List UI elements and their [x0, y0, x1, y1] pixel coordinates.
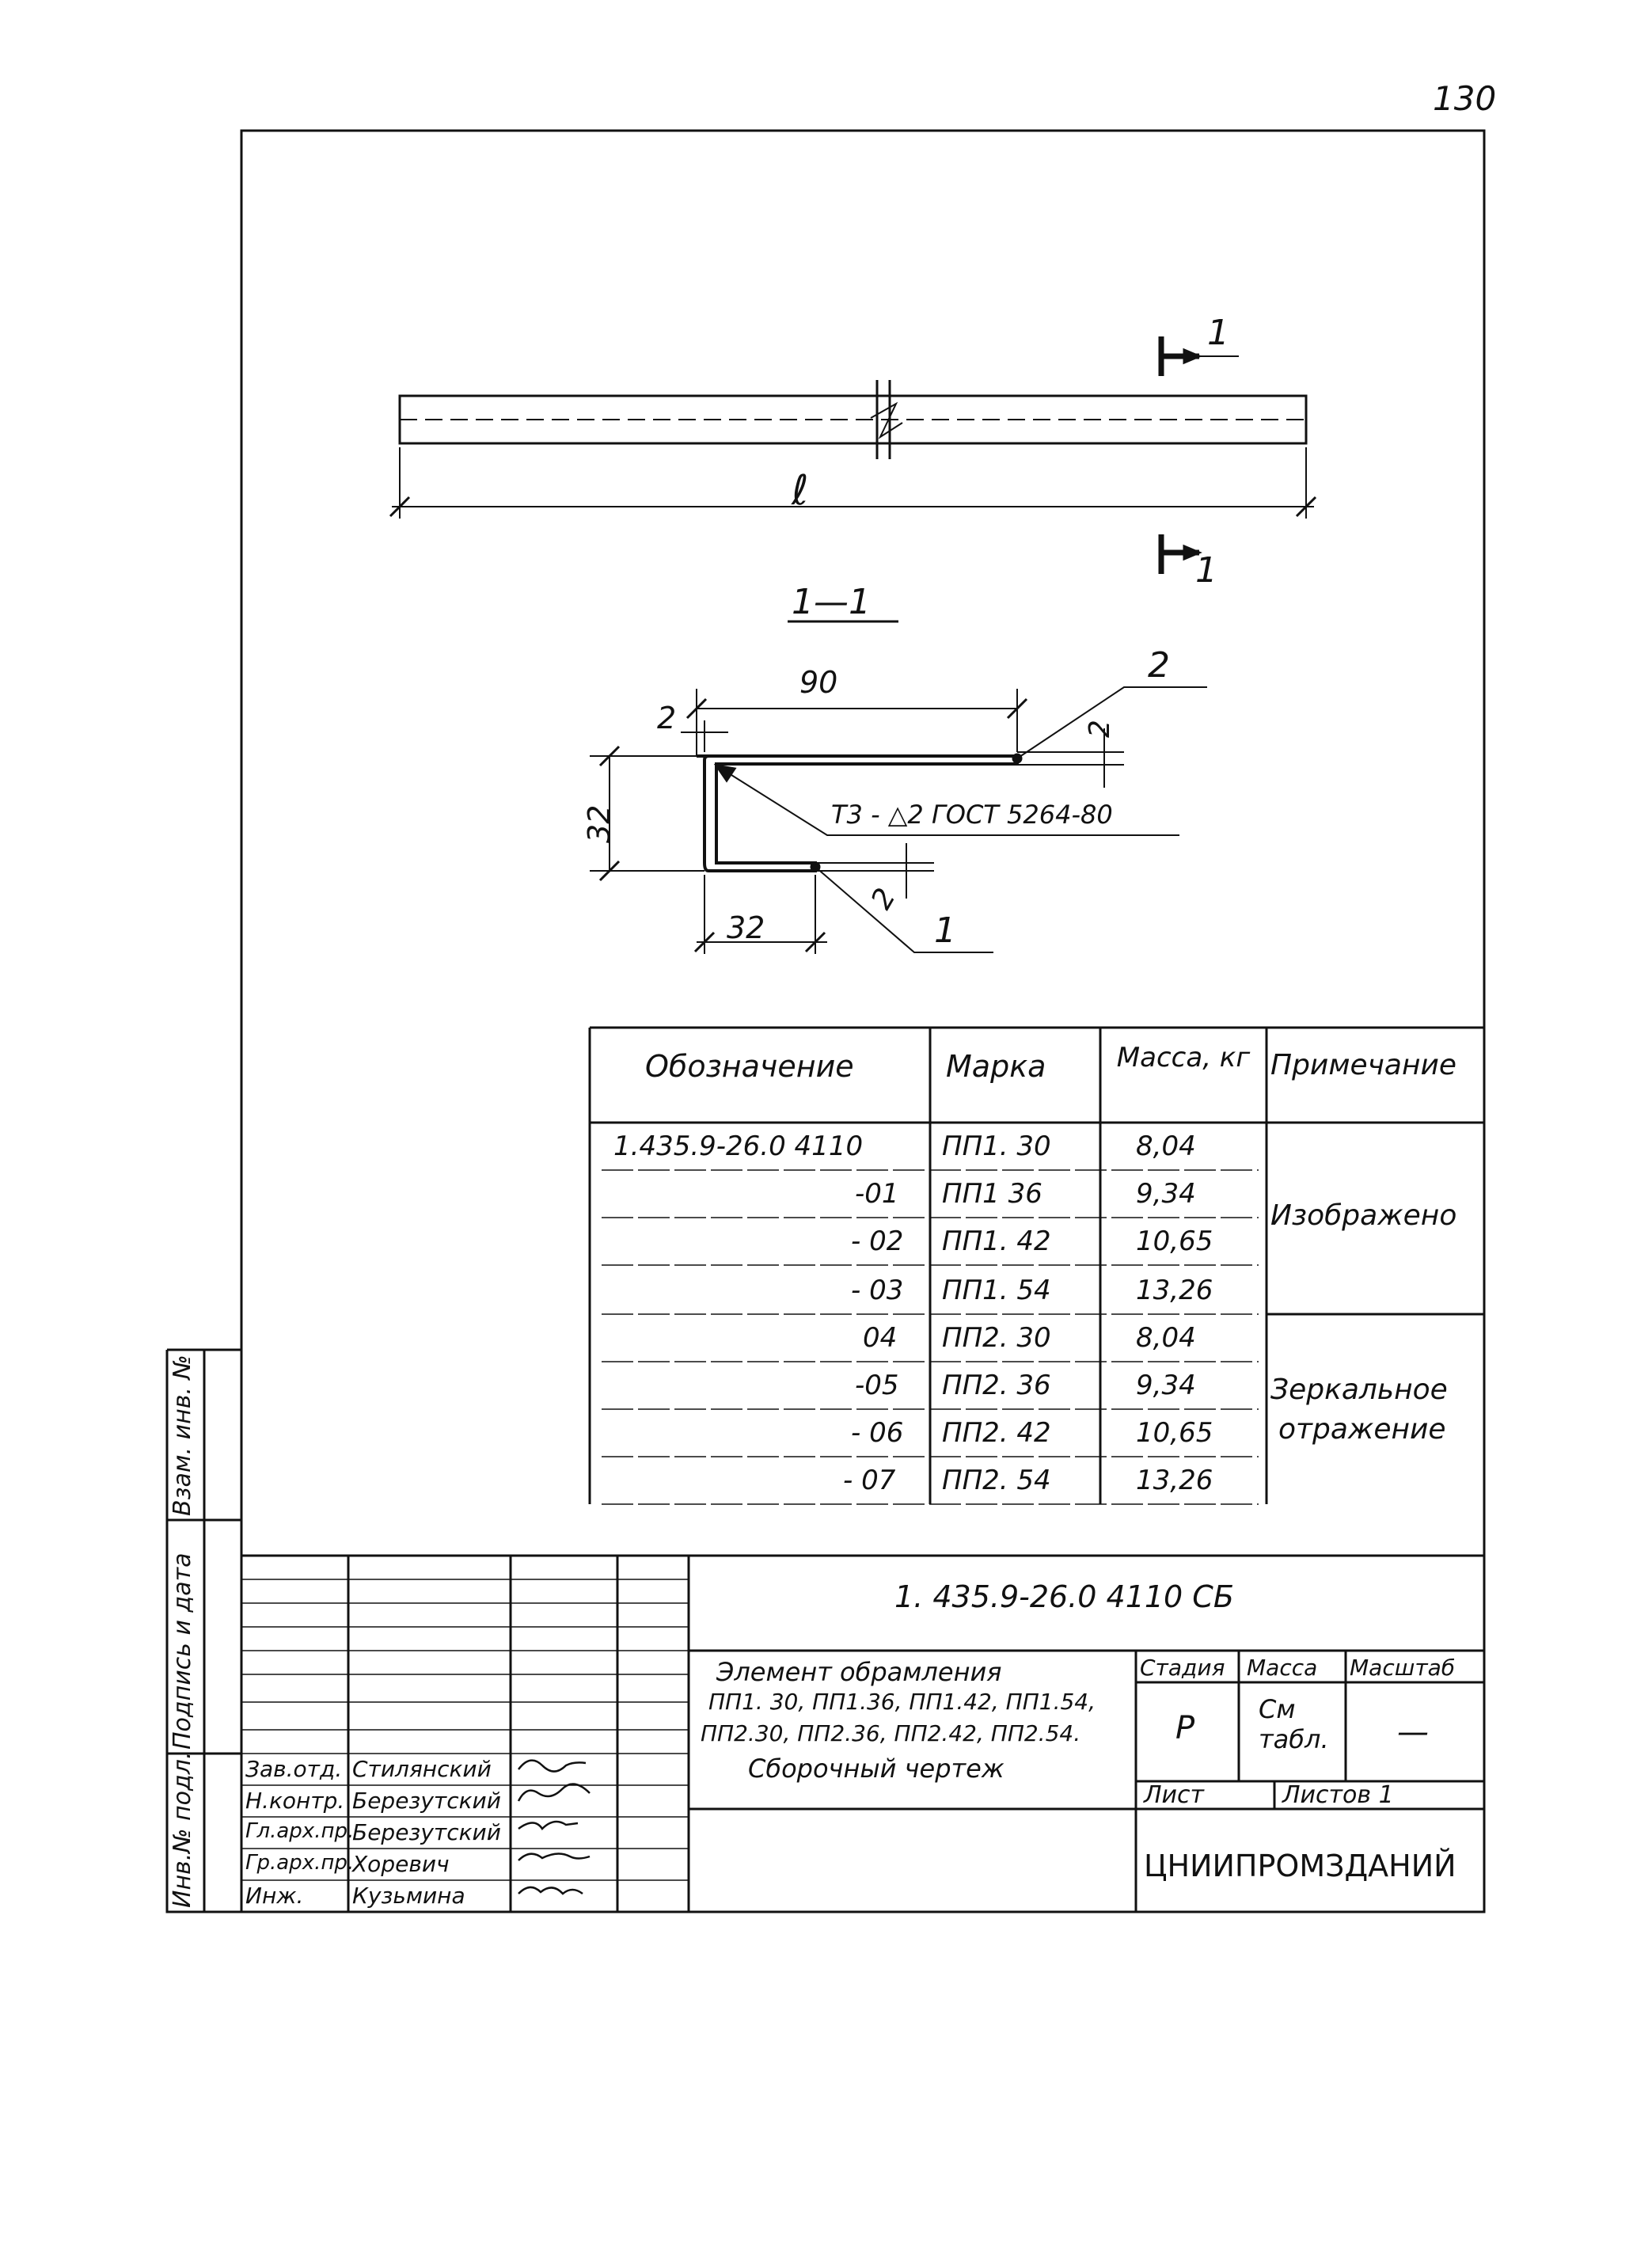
name-2: Березутский [352, 1788, 501, 1814]
row-designation: - 06 [851, 1417, 904, 1449]
mass-header: Масса [1247, 1655, 1318, 1681]
dim-height-32: 32 [582, 804, 617, 843]
dim-thickness-left: 2 [657, 701, 677, 735]
row-mark: ПП2. 42 [942, 1417, 1051, 1449]
col-header-mark: Марка [946, 1049, 1046, 1084]
col-header-note: Примечание [1270, 1049, 1457, 1081]
weld-note: Т3 - △2 ГОСТ 5264-80 [831, 800, 1113, 830]
scale-value: — [1397, 1714, 1429, 1750]
note-mirror-2: отражение [1278, 1413, 1446, 1446]
page-number: 130 [1433, 79, 1497, 118]
doc-name-line2: ПП1. 30, ПП1.36, ПП1.42, ПП1.54, [708, 1689, 1096, 1715]
row-mark: ПП2. 30 [942, 1322, 1051, 1354]
sheets-label: Листов 1 [1282, 1781, 1394, 1809]
side-stamp-sign-date: Подпись и дата [169, 1552, 196, 1750]
stage-value: Р [1175, 1710, 1195, 1746]
sheet-frame [241, 131, 1484, 1912]
section-title: 1—1 [792, 582, 871, 622]
length-label: ℓ [792, 467, 809, 515]
name-5: Кузьмина [352, 1883, 465, 1909]
section-mark-label-bottom: 1 [1195, 550, 1217, 591]
row-designation: - 02 [851, 1226, 904, 1257]
row-mass: 9,34 [1136, 1370, 1196, 1401]
row-mark: ПП2. 36 [942, 1370, 1051, 1401]
doc-code: 1. 435.9-26.0 4110 СБ [894, 1579, 1234, 1614]
row-designation: -01 [855, 1178, 899, 1210]
row-designation: -05 [855, 1370, 899, 1401]
role-5: Инж. [245, 1883, 304, 1909]
scale-header: Масштаб [1350, 1655, 1456, 1681]
side-stamp-replace-inv: Взам. инв. № [169, 1355, 196, 1516]
dim-thickness-right: 2 [1083, 720, 1116, 738]
dim-top-90: 90 [799, 665, 838, 700]
row-mass: 10,65 [1136, 1226, 1213, 1257]
role-4: Гр.арх.пр. [245, 1851, 355, 1875]
leader-label-1: 1 [934, 910, 956, 951]
side-stamp-inv-orig: Инв.№ подл. [169, 1751, 196, 1908]
row-mark: ПП2. 54 [942, 1465, 1051, 1496]
row-mass: 8,04 [1136, 1322, 1196, 1354]
row-mark: ПП1 36 [942, 1178, 1042, 1210]
name-1: Стилянский [352, 1756, 492, 1782]
sheet-label: Лист [1144, 1781, 1205, 1809]
role-3: Гл.арх.пр. [245, 1819, 355, 1843]
name-3: Березутский [352, 1819, 501, 1845]
role-1: Зав.отд. [245, 1756, 343, 1782]
col-header-designation: Обозначение [645, 1049, 854, 1084]
row-designation: - 07 [843, 1465, 896, 1496]
row-mark: ПП1. 54 [942, 1275, 1051, 1306]
section-mark-label-top: 1 [1207, 313, 1229, 353]
row-mass: 10,65 [1136, 1417, 1213, 1449]
row-mass: 9,34 [1136, 1178, 1196, 1210]
note-depicted: Изображено [1270, 1199, 1457, 1232]
row-mark: ПП1. 42 [942, 1226, 1051, 1257]
name-4: Хоревич [352, 1851, 450, 1877]
leader-label-2: 2 [1148, 645, 1170, 686]
stage-header: Стадия [1140, 1655, 1225, 1681]
doc-name-line1: Элемент обрамления [716, 1657, 1002, 1687]
note-mirror-1: Зеркальное [1270, 1374, 1448, 1406]
doc-name-line4: Сборочный чертеж [748, 1754, 1004, 1784]
dim-bottom-32: 32 [727, 910, 765, 945]
row-mass: 13,26 [1136, 1275, 1213, 1306]
leader-pos-1 [815, 867, 993, 952]
row-mark: ПП1. 30 [942, 1130, 1051, 1162]
row-mass: 13,26 [1136, 1465, 1213, 1496]
row-designation: 04 [863, 1322, 898, 1354]
role-2: Н.контр. [245, 1788, 345, 1814]
dim-thickness-bottom: 2 [864, 883, 902, 915]
col-header-mass: Масса, кг [1116, 1042, 1251, 1074]
doc-name-line3: ПП2.30, ПП2.36, ПП2.42, ПП2.54. [701, 1720, 1081, 1746]
row-designation: - 03 [851, 1275, 904, 1306]
mass-value: См табл. [1259, 1694, 1329, 1754]
row-mass: 8,04 [1136, 1130, 1196, 1162]
row-designation: 1.435.9-26.0 4110 [613, 1130, 864, 1162]
organization: ЦНИИПРОМЗДАНИЙ [1144, 1849, 1456, 1883]
